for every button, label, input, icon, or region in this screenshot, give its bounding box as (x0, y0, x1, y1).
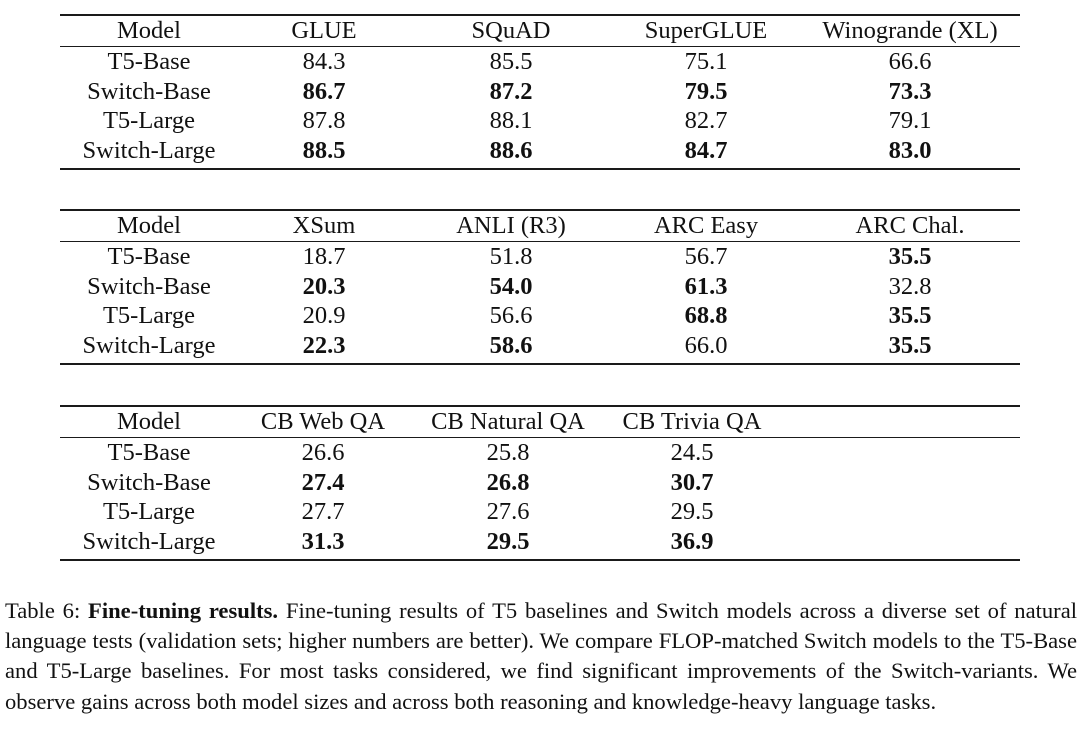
table-row (60, 468, 1020, 498)
column-header: ARC Easy (653, 212, 759, 239)
column-header: Model (117, 17, 181, 44)
score-cell: 56.7 (684, 243, 728, 270)
score-cell: 27.6 (486, 498, 530, 526)
table-row (60, 438, 1020, 468)
score-cell: 66.0 (684, 331, 728, 359)
score-cell: 54.0 (489, 272, 533, 300)
score-cell: 36.9 (670, 527, 714, 555)
score-cell: 31.3 (301, 527, 345, 555)
results-table-1 (60, 14, 1020, 170)
table-row (60, 77, 1020, 107)
model-name-cell: T5-Base (107, 243, 191, 270)
score-cell: 56.6 (489, 302, 533, 330)
score-cell: 20.9 (302, 302, 346, 330)
results-table-3 (60, 405, 1020, 561)
table-header-row (60, 211, 1020, 242)
score-cell: 88.1 (489, 107, 533, 135)
score-cell: 86.7 (302, 77, 346, 105)
table-header-row (60, 16, 1020, 47)
score-cell: 83.0 (888, 136, 932, 164)
column-header: CB Web QA (260, 408, 386, 435)
score-cell: 25.8 (486, 439, 530, 466)
score-cell: 87.8 (302, 107, 346, 135)
results-table-2 (60, 209, 1020, 365)
table-row (60, 331, 1020, 361)
score-cell: 61.3 (684, 272, 728, 300)
model-name-cell: Switch-Large (82, 331, 216, 359)
score-cell: 87.2 (489, 77, 533, 105)
column-header: SQuAD (471, 17, 551, 44)
table-row (60, 527, 1020, 557)
table-row (60, 106, 1020, 136)
score-cell: 35.5 (888, 243, 932, 270)
score-cell: 51.8 (489, 243, 533, 270)
model-name-cell: T5-Base (107, 439, 191, 466)
model-name-cell: T5-Large (102, 302, 196, 330)
score-cell: 82.7 (684, 107, 728, 135)
score-cell: 24.5 (670, 439, 714, 466)
score-cell: 18.7 (302, 243, 346, 270)
table-row (60, 497, 1020, 527)
caption-label: Table 6: (5, 598, 81, 623)
model-name-cell: T5-Base (107, 48, 191, 75)
score-cell: 79.5 (684, 77, 728, 105)
score-cell: 22.3 (302, 331, 346, 359)
model-name-cell: Switch-Base (87, 77, 211, 105)
score-cell: 27.4 (301, 468, 345, 496)
model-name-cell: T5-Large (102, 107, 196, 135)
score-cell: 88.6 (489, 136, 533, 164)
score-cell: 73.3 (888, 77, 932, 105)
model-name-cell: Switch-Large (82, 527, 216, 555)
score-cell: 32.8 (888, 272, 932, 300)
score-cell: 20.3 (302, 272, 346, 300)
model-name-cell: T5-Large (102, 498, 196, 526)
score-cell: 79.1 (888, 107, 932, 135)
table-header-row (60, 407, 1020, 438)
score-cell: 75.1 (684, 48, 728, 75)
score-cell: 30.7 (670, 468, 714, 496)
score-cell: 26.6 (301, 439, 345, 466)
score-cell: 29.5 (486, 527, 530, 555)
score-cell: 66.6 (888, 48, 932, 75)
caption-text: Fine-tuning results of T5 baselines and Switch models across a diverse set of natural language tests (validation sets; higher numbers are better). We compare FLOP-matched Switch models to the T5-Base and T5-Large baselines. For most tasks considered, we find significant improvements of the Switch-variants. We observe gains across both model sizes and across both reasoning and knowledge-heavy language tasks. (5, 598, 1077, 714)
score-cell: 85.5 (489, 48, 533, 75)
score-cell: 27.7 (301, 498, 345, 526)
score-cell: 29.5 (670, 498, 714, 526)
table-row (60, 301, 1020, 331)
model-name-cell: Switch-Base (87, 272, 211, 300)
table-row (60, 272, 1020, 302)
score-cell: 84.7 (684, 136, 728, 164)
table-caption (5, 596, 1077, 717)
column-header: ANLI (R3) (456, 212, 566, 239)
column-header: ARC Chal. (855, 212, 965, 239)
column-header: Model (117, 408, 181, 435)
column-header: XSum (292, 212, 356, 239)
score-cell: 88.5 (302, 136, 346, 164)
score-cell: 35.5 (888, 302, 932, 330)
column-header: CB Natural QA (431, 408, 585, 435)
table-row (60, 242, 1020, 272)
table-row (60, 136, 1020, 166)
score-cell: 35.5 (888, 331, 932, 359)
model-name-cell: Switch-Base (87, 468, 211, 496)
model-name-cell: Switch-Large (82, 136, 216, 164)
score-cell: 26.8 (486, 468, 530, 496)
column-header: SuperGLUE (644, 17, 768, 44)
score-cell: 58.6 (489, 331, 533, 359)
column-header: CB Trivia QA (622, 408, 762, 435)
caption-title: Fine-tuning results. (88, 598, 279, 623)
column-header: Model (117, 212, 181, 239)
table-row (60, 47, 1020, 77)
score-cell: 68.8 (684, 302, 728, 330)
score-cell: 84.3 (302, 48, 346, 75)
column-header: Winogrande (XL) (822, 17, 998, 44)
column-header: GLUE (291, 17, 357, 44)
